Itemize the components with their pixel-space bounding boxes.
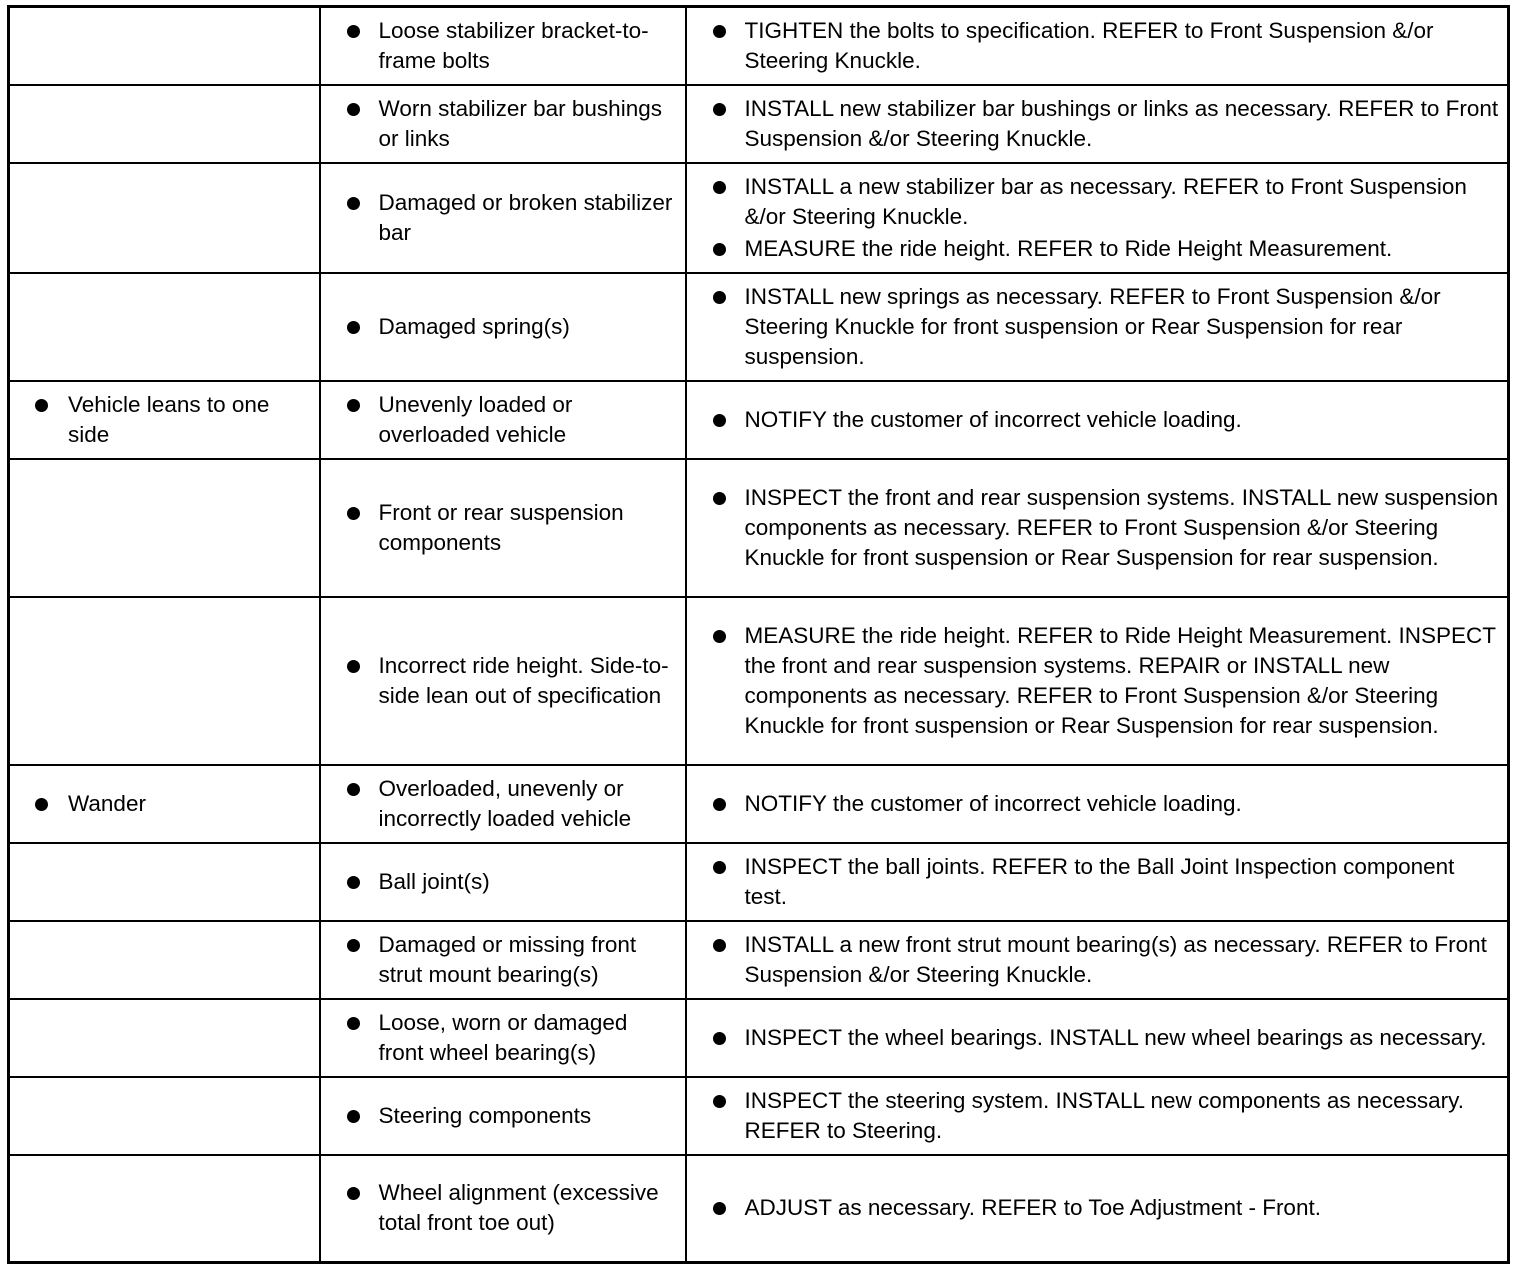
cause-cell xyxy=(320,597,686,765)
table-row xyxy=(9,1155,1509,1263)
action-cell xyxy=(686,843,1509,921)
cause-cell xyxy=(320,765,686,843)
table-row xyxy=(9,381,1509,459)
cause-text: Loose, worn or damaged front wheel bearing(s) xyxy=(378,1009,628,1065)
bullet-icon xyxy=(347,399,360,412)
condition-cell xyxy=(9,273,320,381)
bullet-icon xyxy=(713,103,726,116)
action-text: INSTALL a new front strut mount bearing(s) as necessary. REFER to Front Suspension &/or Steering Knuckle. xyxy=(744,931,1487,987)
action-text: INSTALL new stabilizer bar bushings or links as necessary. REFER to Front Suspension &/or Steering Knuckle. xyxy=(744,95,1499,151)
bullet-icon xyxy=(713,798,726,811)
action-text: INSTALL new springs as necessary. REFER to Front Suspension &/or Steering Knuckle for front suspension or Rear Suspension for rear suspension. xyxy=(744,283,1441,369)
action-item xyxy=(687,789,1508,819)
action-cell xyxy=(686,921,1509,999)
condition-text: Wander xyxy=(68,790,146,816)
action-text: NOTIFY the customer of incorrect vehicle loading. xyxy=(744,406,1242,432)
action-text: INSTALL a new stabilizer bar as necessary. REFER to Front Suspension &/or Steering Knuckle. xyxy=(744,173,1467,229)
diagnosis-table-body xyxy=(9,7,1509,1263)
bullet-icon xyxy=(347,197,360,210)
bullet-icon xyxy=(347,939,360,952)
bullet-icon xyxy=(347,321,360,334)
action-text: MEASURE the ride height. REFER to Ride Height Measurement. xyxy=(744,235,1393,261)
action-text: INSPECT the wheel bearings. INSTALL new wheel bearings as necessary. xyxy=(744,1024,1487,1050)
condition-cell xyxy=(9,921,320,999)
cause-text: Unevenly loaded or overloaded vehicle xyxy=(378,391,573,447)
cause-cell xyxy=(320,921,686,999)
cause-text: Overloaded, unevenly or incorrectly loaded vehicle xyxy=(378,775,632,831)
table-row xyxy=(9,163,1509,273)
action-text: INSPECT the ball joints. REFER to the Ball Joint Inspection component test. xyxy=(744,853,1455,909)
action-cell xyxy=(686,765,1509,843)
cause-item xyxy=(321,1101,685,1131)
cause-text: Damaged or missing front strut mount bearing(s) xyxy=(378,931,637,987)
cause-cell xyxy=(320,273,686,381)
table-row xyxy=(9,459,1509,597)
action-text: MEASURE the ride height. REFER to Ride Height Measurement. INSPECT the front and rear suspension systems. REPAIR or INSTALL new components as necessary. REFER to Front Suspension &/or Steering Knuckle for front suspension or Rear Suspension for rear suspension. xyxy=(744,622,1496,738)
cause-text: Damaged spring(s) xyxy=(378,313,570,339)
action-cell xyxy=(686,85,1509,163)
bullet-icon xyxy=(713,630,726,643)
cause-cell xyxy=(320,381,686,459)
condition-cell xyxy=(9,163,320,273)
cause-item xyxy=(321,188,685,248)
cause-cell xyxy=(320,459,686,597)
action-cell xyxy=(686,381,1509,459)
condition-item xyxy=(10,789,319,819)
cause-cell xyxy=(320,7,686,85)
bullet-icon xyxy=(713,25,726,38)
action-cell xyxy=(686,273,1509,381)
condition-cell xyxy=(9,85,320,163)
cause-item xyxy=(321,498,685,558)
bullet-icon xyxy=(35,399,48,412)
cause-item xyxy=(321,867,685,897)
cause-item xyxy=(321,390,685,450)
action-text: TIGHTEN the bolts to specification. REFER to Front Suspension &/or Steering Knuckle. xyxy=(744,17,1434,73)
bullet-icon xyxy=(347,25,360,38)
action-item xyxy=(687,94,1508,154)
cause-text: Loose stabilizer bracket-to-frame bolts xyxy=(378,17,649,73)
bullet-icon xyxy=(713,1202,726,1215)
bullet-icon xyxy=(713,492,726,505)
condition-cell xyxy=(9,1077,320,1155)
action-item xyxy=(687,1193,1508,1223)
cause-cell xyxy=(320,1077,686,1155)
cause-item xyxy=(321,651,685,711)
table-row xyxy=(9,921,1509,999)
action-cell xyxy=(686,597,1509,765)
condition-cell xyxy=(9,999,320,1077)
action-item xyxy=(687,621,1508,741)
bullet-icon xyxy=(347,1017,360,1030)
cause-item xyxy=(321,930,685,990)
action-item xyxy=(687,234,1508,264)
bullet-icon xyxy=(713,861,726,874)
bullet-icon xyxy=(347,1110,360,1123)
cause-cell xyxy=(320,843,686,921)
action-cell xyxy=(686,459,1509,597)
condition-cell xyxy=(9,459,320,597)
action-cell xyxy=(686,7,1509,85)
bullet-icon xyxy=(713,291,726,304)
action-cell xyxy=(686,1077,1509,1155)
cause-text: Incorrect ride height. Side-to-side lean out of specification xyxy=(378,652,669,708)
condition-cell xyxy=(9,843,320,921)
bullet-icon xyxy=(347,660,360,673)
cause-item xyxy=(321,1008,685,1068)
action-text: ADJUST as necessary. REFER to Toe Adjustment - Front. xyxy=(744,1195,1321,1221)
table-row xyxy=(9,85,1509,163)
action-item xyxy=(687,16,1508,76)
action-item xyxy=(687,172,1508,232)
action-item xyxy=(687,405,1508,435)
bullet-icon xyxy=(35,798,48,811)
table-row xyxy=(9,999,1509,1077)
cause-text: Damaged or broken stabilizer bar xyxy=(378,189,673,245)
action-text: INSPECT the steering system. INSTALL new components as necessary. REFER to Steering. xyxy=(744,1087,1464,1143)
condition-cell xyxy=(9,381,320,459)
cause-text: Ball joint(s) xyxy=(378,868,490,894)
cause-cell xyxy=(320,85,686,163)
condition-item xyxy=(10,390,319,450)
bullet-icon xyxy=(713,181,726,194)
condition-text: Vehicle leans to one side xyxy=(68,391,270,447)
cause-item xyxy=(321,1178,685,1238)
condition-cell xyxy=(9,597,320,765)
condition-cell xyxy=(9,765,320,843)
action-item xyxy=(687,1086,1508,1146)
cause-item xyxy=(321,312,685,342)
action-text: NOTIFY the customer of incorrect vehicle loading. xyxy=(744,790,1242,816)
bullet-icon xyxy=(713,243,726,256)
bullet-icon xyxy=(347,1187,360,1200)
condition-cell xyxy=(9,7,320,85)
bullet-icon xyxy=(347,783,360,796)
action-item xyxy=(687,930,1508,990)
bullet-icon xyxy=(347,103,360,116)
action-cell xyxy=(686,999,1509,1077)
action-item xyxy=(687,852,1508,912)
cause-text: Wheel alignment (excessive total front toe out) xyxy=(378,1180,659,1236)
table-row xyxy=(9,1077,1509,1155)
cause-text: Steering components xyxy=(378,1102,592,1128)
action-text: INSPECT the front and rear suspension systems. INSTALL new suspension components as necessary. REFER to Front Suspension &/or Steering Knuckle for front suspension or Rear Suspension for rear suspension. xyxy=(744,484,1499,570)
cause-cell xyxy=(320,163,686,273)
action-item xyxy=(687,1023,1508,1053)
bullet-icon xyxy=(713,939,726,952)
action-cell xyxy=(686,1155,1509,1263)
cause-text: Worn stabilizer bar bushings or links xyxy=(378,95,662,151)
action-item xyxy=(687,282,1508,372)
condition-cell xyxy=(9,1155,320,1263)
table-row xyxy=(9,765,1509,843)
cause-item xyxy=(321,94,685,154)
cause-item xyxy=(321,774,685,834)
bullet-icon xyxy=(713,1032,726,1045)
action-item xyxy=(687,483,1508,573)
table-row xyxy=(9,7,1509,85)
cause-cell xyxy=(320,999,686,1077)
cause-cell xyxy=(320,1155,686,1263)
cause-text: Front or rear suspension components xyxy=(378,499,624,555)
bullet-icon xyxy=(347,876,360,889)
bullet-icon xyxy=(713,1095,726,1108)
table-row xyxy=(9,843,1509,921)
cause-item xyxy=(321,16,685,76)
diagnosis-table xyxy=(7,5,1510,1264)
table-row xyxy=(9,597,1509,765)
bullet-icon xyxy=(347,507,360,520)
action-cell xyxy=(686,163,1509,273)
bullet-icon xyxy=(713,414,726,427)
table-row xyxy=(9,273,1509,381)
